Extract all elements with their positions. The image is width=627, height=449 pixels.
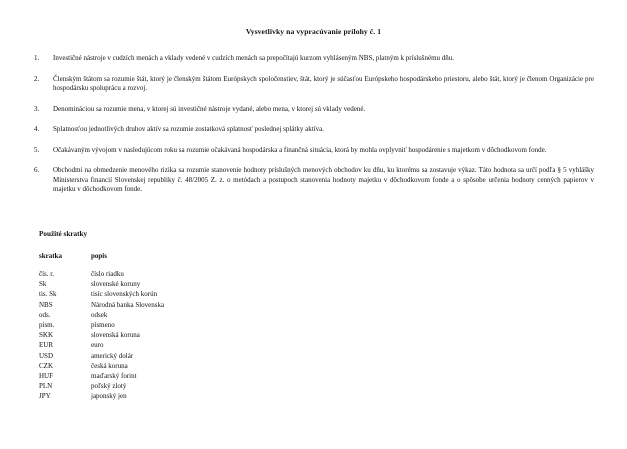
notes-list [34,54,594,206]
note-number: 6. [34,166,40,174]
abbreviations-heading: Použité skratky [39,230,88,238]
note-number: 2. [34,74,40,83]
abbreviation-cell: ods. [39,310,51,319]
note-item [34,54,594,64]
description-cell: Národná banka Slovenska [91,300,165,309]
abbreviation-cell: písm. [39,321,55,330]
table-row [39,340,271,350]
abbreviation-cell: EUR [39,341,53,350]
note-text: Investičné nástroje v cudzích menách a vklady vedené v cudzích menách sa prepočítajú kurzom vyhláseným NBS, platným k príslušnému dňu. [53,54,455,62]
description-cell: tisíc slovenských korún [91,290,158,299]
note-item [34,166,594,195]
table-row [39,300,271,310]
note-number: 5. [34,145,40,154]
abbreviation-cell: PLN [39,382,53,391]
table-row [39,279,271,289]
note-number: 4. [34,125,40,133]
note-text: Členským štátom sa rozumie štát, ktorý je členským štátom Európskych spoločenstiev, štát, ktorý je súčasťou Európskeho hospodárskeho priestoru, alebo štát, ktorý je členom Organizácie pre hospodársku spoluprácu a rozvoj. [53,74,594,92]
note-text: Denomináciou sa rozumie mena, v ktorej sú investičné nástroje vydané, alebo mena, v ktorej sú vklady vedené. [53,104,366,113]
abbreviation-cell: CZK [39,361,53,370]
document-title: Vysvetlivky na vypracúvanie prílohy č. 1 [245,27,382,36]
column-header-abbreviation: skratka [39,252,62,260]
description-cell: americký dolár [91,351,134,360]
abbreviation-cell: JPY [39,392,51,401]
description-cell: česká koruna [91,361,128,370]
description-cell: japonský jen [91,392,127,401]
note-text: Splatnosťou jednotlivých druhov aktív sa rozumie zostatková splatnosť poslednej splátky aktíva. [53,125,324,133]
abbreviation-cell: čís. r. [39,270,54,278]
description-cell: číslo riadku [91,270,124,278]
table-row [39,310,271,320]
column-header-description: popis [91,252,107,260]
description-cell: poľský zlotý [91,382,127,391]
note-number: 3. [34,104,40,113]
note-text: Obchodmi na obmedzenie menového rizika sa rozumie stanovenie hodnoty príslušných menových obchodov ku dňu, ku ktorému sa zostavuje výkaz. Táto hodnota sa určí podľa § 5 vyhlášky Ministerstva financií Slovenskej republiky č. 48/2005 Z. z. o metódach a postupoch stanovenia hodnoty majetku v dôchodkovom fonde a o spôsobe určenia hodnoty cenných papierov v majetku v dôchodkovom fonde. [53,166,594,193]
description-cell: maďarský forint [91,372,137,381]
abbreviations-table [39,252,271,402]
description-cell: slovenské koruny [91,280,141,289]
table-row [39,381,271,391]
note-item [34,125,594,135]
note-item [34,146,594,156]
description-cell: písmeno [91,321,115,330]
table-row [39,361,271,371]
note-item [34,105,594,115]
table-row [39,320,271,330]
abbreviation-cell: NBS [39,300,53,309]
description-cell: odsek [91,310,108,319]
table-row [39,391,271,401]
table-row [39,289,271,299]
table-header-row [39,252,271,269]
abbreviation-cell: tis. Sk [39,290,57,299]
note-text: Očakávaným vývojom v nasledujúcom roku sa rozumie očakávaná hospodárska a finančná situácia, ktorá by mohla ovplyvniť hospodárenie s majetkom v dôchodkovom fonde. [53,145,547,154]
abbreviation-cell: USD [39,351,54,360]
table-row [39,269,271,279]
note-item [34,75,594,94]
abbreviation-cell: SKK [39,331,54,340]
note-number: 1. [34,54,40,62]
table-row [39,330,271,340]
table-row [39,351,271,361]
abbreviation-cell: Sk [39,280,47,289]
abbreviation-cell: HUF [39,372,54,381]
description-cell: euro [91,341,104,350]
description-cell: slovenská koruna [91,331,140,340]
table-row [39,371,271,381]
